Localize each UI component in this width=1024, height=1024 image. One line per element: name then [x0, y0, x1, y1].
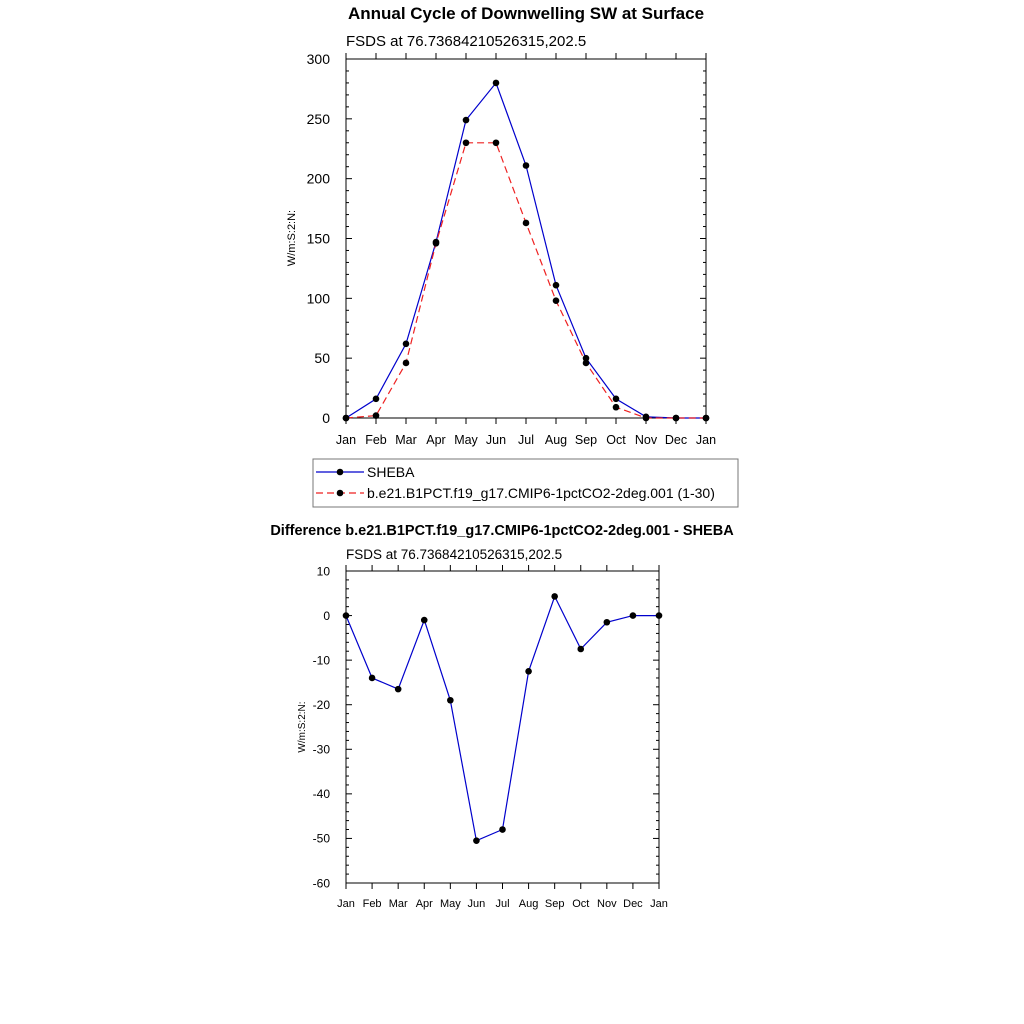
x-tick-label: Feb — [362, 898, 382, 910]
y-tick-label: -60 — [312, 876, 330, 891]
data-point — [613, 396, 620, 403]
data-point — [673, 415, 680, 422]
data-point — [447, 697, 454, 704]
data-point — [463, 139, 470, 146]
chart1-axes — [346, 53, 706, 424]
chart2-subtitle: FSDS at 76.73684210526315,202.5 — [346, 547, 563, 562]
data-point — [577, 646, 584, 653]
y-tick-label: 250 — [306, 110, 330, 127]
y-tick-label: 150 — [306, 230, 330, 247]
y-tick-label: -40 — [312, 787, 330, 802]
x-tick-label: Sep — [574, 433, 598, 447]
plot-frame — [346, 571, 659, 883]
y-tick-label: 0 — [322, 410, 330, 427]
data-point — [613, 404, 620, 411]
x-tick-label: Jul — [495, 898, 510, 910]
data-point — [493, 139, 500, 146]
data-point — [523, 162, 530, 169]
chart1-tick-labels — [307, 51, 716, 447]
data-point — [343, 612, 350, 619]
y-tick-label: 50 — [314, 350, 330, 367]
series-line-1 — [346, 596, 659, 840]
annual-cycle-chart — [286, 4, 738, 507]
data-point — [373, 396, 380, 403]
series-line-1 — [346, 83, 706, 418]
x-tick-label: Sep — [544, 898, 565, 910]
chart1-title: Annual Cycle of Downwelling SW at Surface — [347, 4, 705, 23]
data-point — [553, 282, 560, 289]
y-tick-label: -30 — [312, 742, 330, 757]
chart2-axes — [346, 565, 659, 889]
data-point — [703, 415, 710, 422]
data-point — [343, 415, 350, 422]
data-point — [656, 612, 663, 619]
chart1-subtitle: FSDS at 76.73684210526315,202.5 — [346, 33, 587, 50]
x-tick-label: Jun — [485, 433, 507, 447]
data-point — [553, 297, 560, 304]
data-point — [525, 668, 532, 675]
x-tick-label: May — [439, 898, 461, 910]
x-tick-label: Mar — [388, 898, 408, 910]
data-point — [433, 240, 440, 247]
chart2-data-points — [343, 593, 663, 844]
y-tick-label: -20 — [312, 698, 330, 713]
x-tick-label: Jan — [335, 433, 357, 447]
data-point — [403, 360, 410, 367]
x-tick-label: Mar — [395, 433, 417, 447]
legend-label-model: b.e21.B1PCT.f19_g17.CMIP6-1pctCO2-2deg.001 (1-30) — [367, 485, 715, 501]
y-tick-label: -10 — [312, 653, 330, 668]
data-point — [473, 837, 480, 844]
y-tick-label: 100 — [306, 290, 330, 307]
x-tick-label: Jun — [467, 898, 486, 910]
data-point — [373, 412, 380, 419]
x-tick-label: Feb — [365, 433, 387, 447]
legend-label-sheba: SHEBA — [367, 464, 415, 480]
data-point — [604, 619, 611, 626]
x-tick-label: Oct — [572, 898, 590, 910]
chart1-series-lines — [346, 83, 706, 418]
x-tick-label: Nov — [634, 433, 658, 447]
data-point — [630, 612, 637, 619]
data-point — [523, 220, 530, 227]
series-line-2 — [346, 143, 706, 418]
x-tick-label: Aug — [544, 433, 568, 447]
data-point — [369, 675, 376, 682]
x-tick-label: Jan — [695, 433, 717, 447]
data-point — [403, 341, 410, 348]
data-point — [551, 593, 558, 600]
x-tick-label: Apr — [415, 898, 433, 910]
legend-marker-model — [337, 490, 344, 497]
data-point — [499, 826, 506, 833]
x-tick-label: Nov — [597, 898, 617, 910]
y-tick-label: 0 — [323, 608, 330, 623]
x-tick-label: May — [454, 433, 478, 447]
x-tick-label: Dec — [623, 898, 643, 910]
data-point — [463, 117, 470, 124]
chart2-tick-labels — [313, 564, 668, 910]
x-tick-label: Oct — [606, 433, 626, 447]
chart2-ylabel: W/m:S:2:N: — [297, 701, 308, 753]
data-point — [583, 360, 590, 367]
legend-marker-sheba — [337, 469, 344, 476]
data-point — [421, 617, 428, 624]
chart1-ylabel: W/m:S:2:N: — [286, 209, 298, 267]
y-tick-label: 300 — [306, 51, 330, 68]
data-point — [395, 686, 402, 693]
data-point — [643, 415, 650, 422]
chart2-title: Difference b.e21.B1PCT.f19_g17.CMIP6-1pctCO2-2deg.001 - SHEBA — [270, 523, 734, 539]
chart1-legend — [313, 459, 738, 507]
y-tick-label: -50 — [312, 831, 330, 846]
chart1-data-points — [343, 80, 710, 422]
chart2-series-lines — [346, 596, 659, 840]
plot-frame — [346, 59, 706, 418]
x-tick-label: Aug — [518, 898, 539, 910]
x-tick-label: Dec — [664, 433, 688, 447]
x-tick-label: Jan — [337, 898, 355, 910]
x-tick-label: Jul — [518, 433, 534, 447]
difference-chart — [270, 523, 734, 910]
x-tick-label: Apr — [426, 433, 446, 447]
y-tick-label: 10 — [316, 564, 330, 579]
data-point — [493, 80, 500, 87]
x-tick-label: Jan — [650, 898, 668, 910]
y-tick-label: 200 — [306, 170, 330, 187]
